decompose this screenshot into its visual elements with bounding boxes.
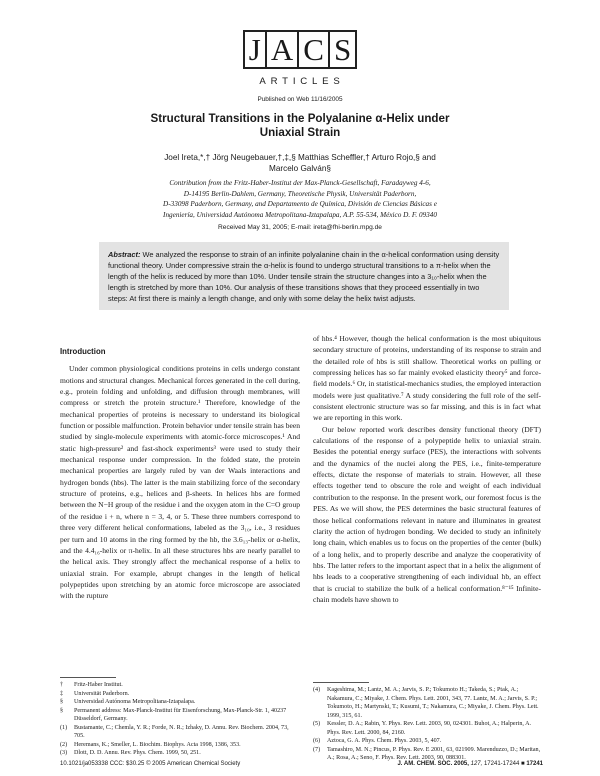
affiliation-line-2: D-14195 Berlin-Dahlem, Germany, Theoretische Physik, Universität Paderborn, xyxy=(183,189,417,198)
logo-letter-c: C xyxy=(303,32,324,67)
authors-line-2: Marcelo Galván§ xyxy=(269,164,331,173)
footer-doi: 10.1021/ja053338 CCC: $30.25 © 2005 American Chemical Society xyxy=(60,761,241,767)
journal-logo xyxy=(0,30,600,87)
affiliation-line-4: Ingeniería, Universidad Autónoma Metropolitana-Iztapalapa, A.P. 55-534, México D. F. 09340 xyxy=(163,210,437,219)
footnote-divider-left xyxy=(60,677,116,678)
reference: (7) Tamashiro, M. N.; Pincus, P. Phys. Rev. E 2001, 63, 021909. Marenduzzo, D.; Maritan, A.; Rosa, A.; Seno, F. Phys. Rev. Lett. 2003, 90, 088301. xyxy=(313,746,541,762)
reference: (3) Dlott, D. D. Annu. Rev. Phys. Chem. 1999, 50, 251. xyxy=(60,750,201,757)
reference: (2) Heremans, K.; Smeller, L. Biochim. Biophys. Acta 1998, 1386, 353. xyxy=(60,741,241,748)
footnotes-left xyxy=(60,681,300,758)
body-column-right xyxy=(313,333,541,605)
published-date: Published on Web 11/16/2005 xyxy=(257,96,343,103)
authors-line-1: Joel Ireta,*,† Jörg Neugebauer,†,‡,§ Matthias Scheffler,† Arturo Rojo,§ and xyxy=(164,153,436,162)
logo-letter-j: J xyxy=(248,32,261,67)
logo-letter-s: S xyxy=(333,32,352,67)
reference: (1) Bustamante, C.; Chemla, Y. R.; Forde, N. R.; Izhaky, D. Annu. Rev. Biochem. 2004, 73, 705. xyxy=(60,724,289,740)
title-line-2: Uniaxial Strain xyxy=(259,126,341,139)
footer-journal: J. AM. CHEM. SOC. 2005, xyxy=(397,761,469,767)
footnote: § Universidad Autónoma Metropolitana-Iztapalapa. xyxy=(60,699,196,706)
footer-page-number: 17241 xyxy=(526,761,543,767)
footer-citation xyxy=(310,761,543,770)
reference: (4) Kageshima, M.; Lantz, M. A.; Jarvis, S. P.; Tokumoto H.; Takeda, S.; Ptak, A.; Nakamura, C.; Miyake, J. Chem. Phys. Lett. 2001, 343, 77. Lantz, M. A.; Jarvis, S. P.; Tokumoto, H.; Martynski, T.; Kusumi, T.; Nakamura, C.; Miyake, J. Chem. Phys. Lett. 1999, 315, 61. xyxy=(313,687,539,719)
author-list xyxy=(110,152,490,174)
abstract-label: Abstract: xyxy=(108,250,141,259)
footnote-divider-right xyxy=(313,682,369,683)
logo-letter-a: A xyxy=(270,32,294,67)
reference: (5) Kessler, D. A.; Rabin, Y. Phys. Rev. Lett. 2003, 90, 024301. Buhot, A.; Halperin, A. Phys. Rev. Lett. 2000, 84, 2160. xyxy=(313,721,532,736)
abstract-box xyxy=(99,242,509,310)
footnote: § Permanent address: Max-Planck-Institut für Eisenforschung, Max-Planck-Str. 1, 40237 Düsseldorf, Germany. xyxy=(60,707,287,723)
footer-separator: ■ xyxy=(521,761,525,767)
footer-pages: 17241-17244 xyxy=(483,761,520,767)
footnote: † Fritz-Haber Institut. xyxy=(60,682,123,688)
paragraph: Our below reported work describes density functional theory (DFT) calculations of the response of a polypeptide helix to uniaxial strain. Besides the potential energy surface (PES), the interactions with solvents and the dynamics of the nuclei along the PES, i.e., finite-temperature effects, dictate the response of materials to strain. However, all these effects together tend to obscure the role and weight of each individual contribution to the response. In the present work, our foremost focus is the PES. As we will show, the PES determines the basic structural features of those helical conformations relevant in nature and illuminates in greatest clarity the action of hydrogen bonding. We decided to study an infinitely long chain, which enables us to focus on the properties of the center (bulk) of a long helix, and to properly describe and analyze the cooperativity of hbs. The latter refers to the important aspect that in a helix the alignment of hbs leads to a cooperative strengthening of each individual hb, an effect that is crucial to stabilize the bulk of a helical conformation.⁸⁻¹⁵ Infinite-chain models have shown to xyxy=(313,424,541,604)
section-heading-introduction: Introduction xyxy=(60,347,106,356)
paragraph: of hbs.⁴ However, though the helical conformation is the most ubiquitous secondary structure of proteins, understanding of its response to strain and the detailed role of hbs is still shallow. Theoretical works on pulling or compressing helices has so far mainly evoked elasticity theory⁵ and force-field models.⁶ Or, in statistical-mechanics studies, the employed interaction models were just qualitative.⁷ A study considering the full role of the self-consistent electronic structure was so far missing, and this is in fact what we are reporting in this work. xyxy=(313,334,541,423)
title-line-1: Structural Transitions in the Polyalanine α-Helix under xyxy=(150,112,450,125)
body-column-left xyxy=(60,346,300,602)
affiliation-line-3: D-33098 Paderborn, Germany, and Departamento de Química, División de Ciencias Básicas e xyxy=(163,200,437,208)
reference: (6) Aztoca, G. A. Phys. Chem. Phys. 2003, 5, 407. xyxy=(313,738,442,745)
section-label: ARTICLES xyxy=(259,76,345,87)
abstract-text: We analyzed the response to strain of an infinite polyalanine chain in the α-helical conformation using density functional theory. Under compressive strain the α-helix is found to undergo structural transitions to a π-helix when the length of the helix is reduced by more than 10%. Under tensile strain the structure changes into a 3₁₀-helix when the length is stretched by more than 10%. Our analysis of these transitions shows that they proceed essentially in two steps: At first there is mainly a length change, and only with some delay the helix twist adjusts. xyxy=(108,250,500,303)
affiliation-line-1: Contribution from the Fritz-Haber-Institut der Max-Planck-Gesellschaft, Faradayweg 4-6, xyxy=(169,179,431,187)
jacs-wordmark xyxy=(243,30,357,69)
footnote: ‡ Universität Paderborn. xyxy=(60,690,130,697)
footnotes-right xyxy=(313,686,541,763)
paragraph: Under common physiological conditions proteins in cells undergo constant motions and structural changes. Mechanical forces generated in the cell during, e.g., protein folding and unfolding, and diffusion through membranes, will compress or stretch the protein structure.¹ Therefore, knowledge of the mechanical properties of proteins is necessary to understand its biological function or possible malfunction. Protein behavior under tensile strain has been studied by single-molecule experiments with atomic-force microscopes.¹ And static high-pressure² and fast-shock experiments³ were used to study their mechanical response under compression. In the folded state, the protein mechanical properties are largely ruled by van der Waals interactions and hydrogen bonds (hbs). The latter is the main stabilizing force of the secondary structure of proteins, e.g., helices and β-sheets. In helices hbs are formed between the N−H group of the residue i and the oxygen atom in the C=O group of the residue i + n, where n = 3, 4, or 5. These three numbers correspond to three very different helical conformations, labeled as the 3₁₀, i.e., 3 residues per turn and 10 atoms in the ring formed by the hb, the 3.6₁₃-helix or α-helix, and the 4.4₁₆-helix or π-helix. In all these structures hbs are nearly parallel to the helical axis. They strongly affect the mechanical response of a helix to uniaxial strain. For example, abrupt changes in the length of helical polypeptides upon stretching by an atomic force microscope are associated with the rupture xyxy=(60,364,300,601)
footer-volume: 127, xyxy=(470,761,483,767)
received-date-email: Received May 31, 2005; E-mail: ireta@fhi-berlin.mpg.de xyxy=(218,224,382,231)
article-title xyxy=(120,112,480,140)
affiliations xyxy=(110,178,490,220)
